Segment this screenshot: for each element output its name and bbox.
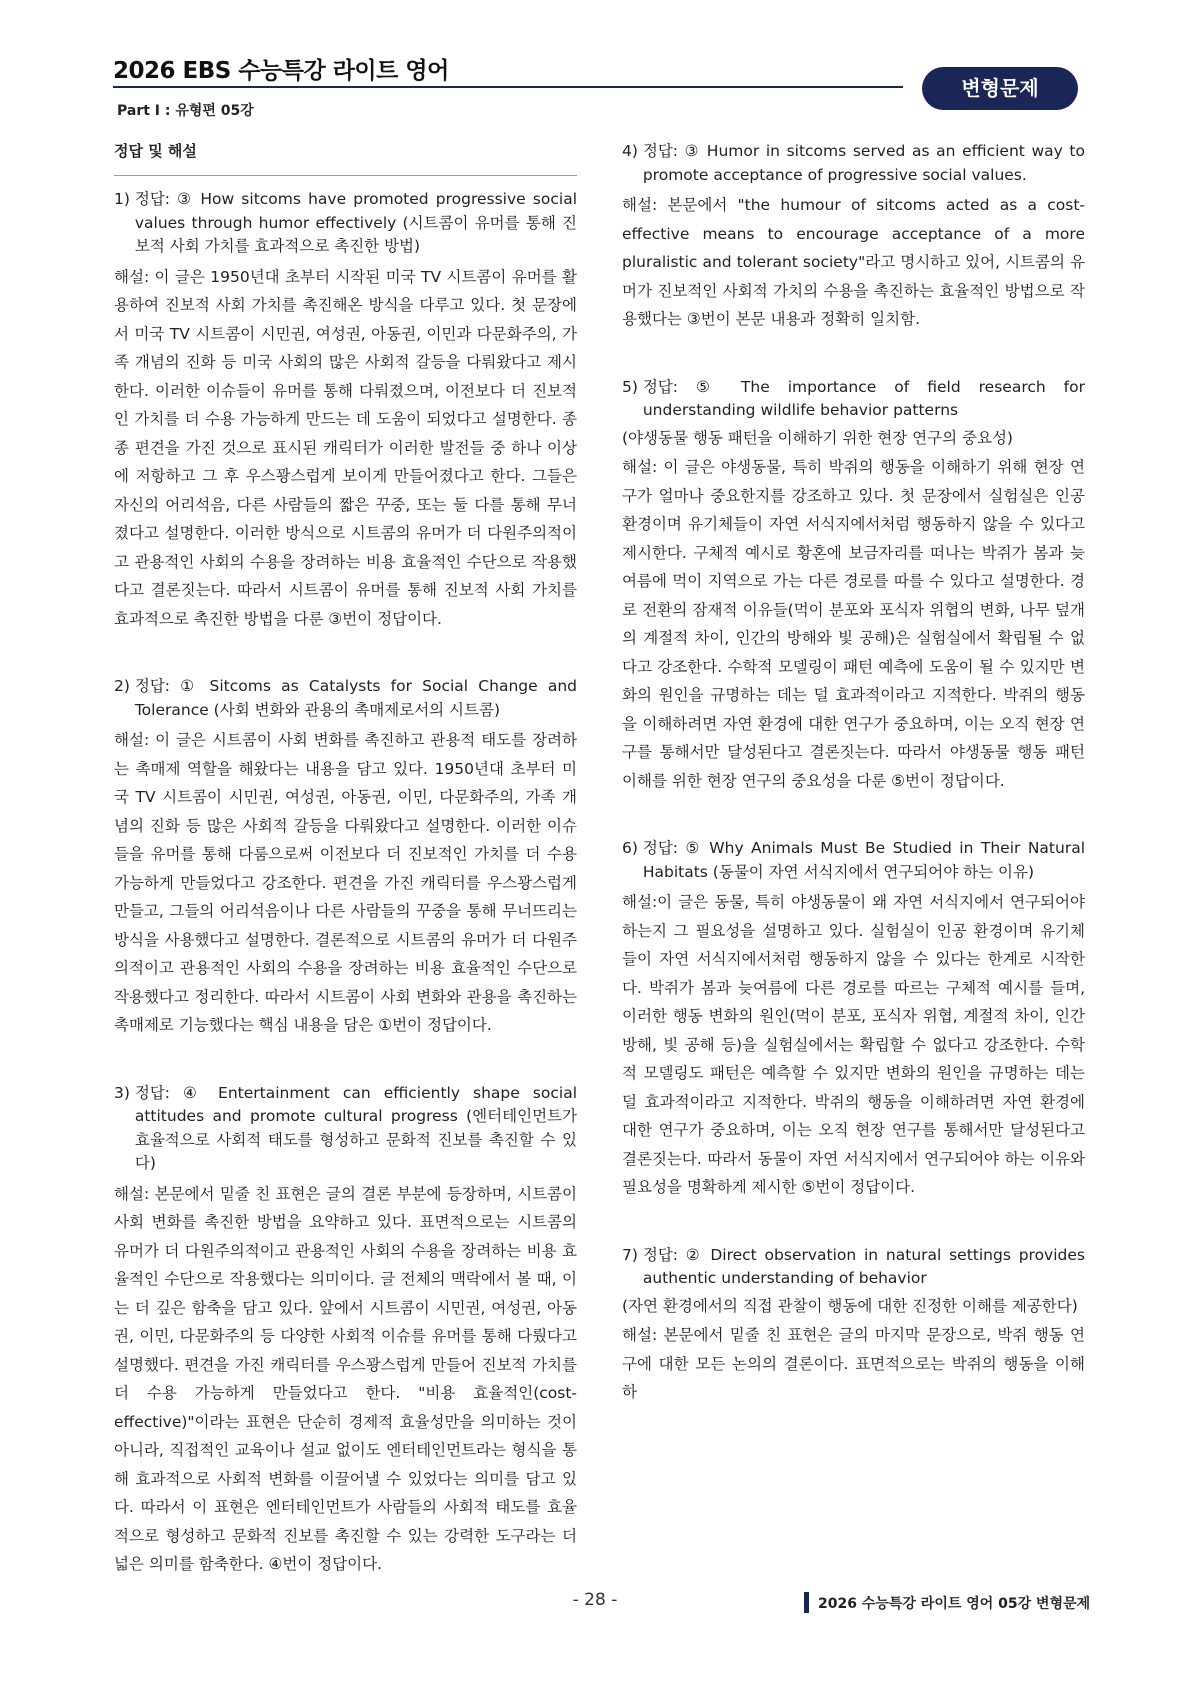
answer-translation: (야생동물 행동 패턴을 이해하기 위한 현장 연구의 중요성) [622,428,1013,447]
answer-line [622,837,1085,884]
answer-item-1 [114,188,577,633]
answer-line [622,140,1085,187]
part-subtitle: Part Ⅰ : 유형편 05강 [117,103,254,119]
answer-line [114,675,577,722]
page-number: - 28 - [572,1590,618,1610]
answer-text: 정답: ③ Humor in sitcoms served as an efficient way to promote acceptance of progressive social values. [642,142,1085,184]
item-number: 2) [114,677,135,695]
answer-item-7 [622,1244,1085,1407]
variant-badge: 변형문제 [922,67,1078,110]
item-number: 6) [622,839,643,857]
answer-text: 정답: ④ Entertainment can efficiently shape social attitudes and promote cultural progress (엔터테인먼트가 효율적으로 사회적 태도를 형성하고 문화적 진보를 촉진할 수 있다) [134,1083,577,1172]
item-number: 3) [114,1083,135,1102]
left-column [114,140,577,1579]
answer-text: 정답: ⑤ The importance of field research for understanding wildlife behavior patterns [642,377,1085,419]
answer-text: 정답: ⑤ Why Animals Must Be Studied in Their Natural Habitats (동물이 자연 서식지에서 연구되어야 하는 이유) [642,839,1085,881]
explanation-text: 해설: 이 글은 시트콤이 사회 변화를 촉진하고 관용적 태도를 장려하는 촉매제 역할을 해왔다는 내용을 담고 있다. 1950년대 초부터 미국 TV 시트콤이 시민권, 여성권, 아동권, 이민, 다문화주의, 가족 개념의 진화 등 많은 사회적 갈등을 다뤄왔다고 설명한다. 이러한 이슈들을 유머를 통해 다룸으로써 이전보다 더 진보적인 가치를 더 수용 가능하게 만들었다고 강조한다. 편견을 가진 캐릭터를 우스꽝스럽게 만들고, 그들의 어리석음이나 다른 사람들의 꾸중을 통해 무너뜨리는 방식을 사용했다고 설명한다. 결론적으로 시트콤의 유머가 더 다원주의적이고 관용적인 사회의 수용을 장려하는 비용 효율적인 수단으로 작용했다고 정리한다. 따라서 시트콤이 사회 변화와 관용을 촉진하는 촉매제로 기능했다는 핵심 내용을 담은 ①번이 정답이다. [114,731,577,1034]
explanation-text: 해설: 이 글은 야생동물, 특히 박쥐의 행동을 이해하기 위해 현장 연구가 얼마나 중요한지를 강조하고 있다. 첫 문장에서 실험실은 인공 환경이며 유기체들이 자연 서식지에서처럼 행동하지 않을 수 있다고 제시한다. 구체적 예시로 황혼에 보금자리를 떠나는 박쥐가 봄과 늦여름에 먹이 지역으로 가는 다른 경로를 따를 수 있다고 설명한다. 경로 전환의 잠재적 이유들(먹이 분포와 포식자 위협의 변화, 나무 덮개의 계절적 차이, 인간의 방해와 빛 공해)은 실험실에서 확립될 수 없다고 강조한다. 수학적 모델링이 패턴 예측에 도움이 될 수 있지만 변화의 원인을 규명하는 데는 덜 효과적이라고 지적한다. 박쥐의 행동을 이해하려면 자연 환경에 대한 연구가 중요하며, 이는 오직 현장 연구를 통해서만 달성된다고 결론짓는다. 따라서 야생동물 행동 패턴 이해를 위한 현장 연구의 중요성을 다룬 ⑤번이 정답이다. [622,458,1085,790]
answer-text: 정답: ① Sitcoms as Catalysts for Social Change and Tolerance (사회 변화와 관용의 촉매제로서의 시트콤) [134,677,577,719]
explanation-text: 해설:이 글은 동물, 특히 야생동물이 왜 자연 서식지에서 연구되어야 하는지 그 필요성을 설명하고 있다. 실험실이 인공 환경이며 유기체들이 자연 서식지에서처럼 행동하지 않을 수 있다는 한계로 시작한다. 박쥐가 봄과 늦여름에 다른 경로를 따르는 구체적 예시를 들며, 이러한 행동 변화의 원인(먹이 분포, 포식자 위협, 계절적 차이, 인간 방해, 빛 공해 등)을 실험실에서는 확립할 수 없다고 강조한다. 수학적 모델링도 패턴은 예측할 수 있지만 변화의 원인을 규명하는 데는 덜 효과적이라고 지적한다. 박쥐의 행동을 이해하려면 자연 환경에 대한 연구가 중요하며, 이는 오직 현장 연구를 통해서만 달성된다고 결론짓는다. 따라서 동물이 자연 서식지에서 연구되어야 하는 이유와 필요성을 명확하게 제시한 ⑤번이 정답이다. [622,893,1085,1196]
answer-line [114,188,577,259]
answer-text: 정답: ② Direct observation in natural settings provides authentic understanding of behavior [642,1245,1085,1287]
explanation-text: 해설: 본문에서 밑줄 친 표현은 글의 결론 부분에 등장하며, 시트콤이 사회 변화를 촉진한 방법을 요약하고 있다. 표면적으로는 시트콤의 유머가 더 다원주의적이고 관용적인 사회의 수용을 장려하는 비용 효율적인 수단으로 작용했다는 의미이다. 글 전체의 맥락에서 볼 때, 이는 더 깊은 함축을 담고 있다. 앞에서 시트콤이 시민권, 여성권, 아동권, 이민, 다문화주의 등 다양한 사회적 이슈를 유머를 통해 다뤘다고 설명했다. 편견을 가진 캐릭터를 우스꽝스럽게 만들어 진보적 가치를 더 수용 가능하게 만들었다고 한다. "비용 효율적인(cost-effective)"이라는 표현은 단순히 경제적 효율성만을 의미하는 것이 아니라, 직접적인 교육이나 설교 없이도 엔터테인먼트라는 형식을 통해 효과적으로 사회적 변화를 이끌어낼 수 있었다는 의미를 담고 있다. 따라서 이 표현은 엔터테인먼트가 사람들의 사회적 태도를 효율적으로 형성하고 문화적 진보를 촉진할 수 있는 강력한 도구라는 더 넓은 의미를 함축한다. ④번이 정답이다. [114,1184,577,1573]
answer-line [622,1244,1085,1291]
explanation-text: 해설: 본문에서 "the humour of sitcoms acted as a cost-effective means to encourage acceptance of a more pluralistic and tolerant society"라고 명시하고 있어, 시트콤의 유머가 진보적인 사회적 가치의 수용을 촉진하는 효율적인 방법으로 작용했다는 ③번이 본문 내용과 정확히 일치함. [622,196,1085,328]
footer-accent-bar [804,1592,809,1613]
answer-translation: (자연 환경에서의 직접 관찰이 행동에 대한 진정한 이해를 제공한다) [622,1296,1078,1315]
explanation-text: 해설: 본문에서 밑줄 친 표현은 글의 마지막 문장으로, 박쥐 행동 연구에 대한 모든 논의의 결론이다. 표면적으로는 박쥐의 행동을 이해하 [622,1326,1085,1401]
footer-label: 2026 수능특강 라이트 영어 05강 변형문제 [818,1596,1091,1612]
answer-item-6 [622,837,1085,1202]
item-number: 5) [622,377,643,396]
answer-item-5 [622,376,1085,796]
answer-item-4 [622,140,1085,334]
item-number: 7) [622,1245,643,1264]
section-title: 정답 및 해설 [114,142,197,160]
item-number: 4) [622,142,643,160]
answer-text: 정답: ③ How sitcoms have promoted progressive social values through humor effectively (시트콤이 유머를 통해 진보적 사회 가치를 효과적으로 촉진한 방법) [134,190,577,255]
item-number: 1) [114,190,135,208]
answer-item-3 [114,1082,577,1579]
answer-item-2 [114,675,577,1040]
section-divider [114,175,577,176]
answer-line [114,1082,577,1176]
right-column [622,140,1085,1407]
document-title: 2026 EBS 수능특강 라이트 영어 [113,58,449,84]
explanation-text: 해설: 이 글은 1950년대 초부터 시작된 미국 TV 시트콤이 유머를 활용하여 진보적 사회 가치를 촉진해온 방식을 다루고 있다. 첫 문장에서 미국 TV 시트콤이 시민권, 여성권, 아동권, 이민과 다문화주의, 가족 개념의 진화 등 미국 사회의 많은 사회적 갈등을 다뤄왔다고 제시한다. 이러한 이슈들이 유머를 통해 다뤄졌으며, 이전보다 더 진보적인 가치를 더 수용 가능하게 만드는 데 도움이 되었다고 설명한다. 종종 편견을 가진 것으로 표시된 캐릭터가 이러한 발전들 중 하나 이상에 저항하고 그 후 우스꽝스럽게 보이게 만들어졌다고 한다. 그들은 자신의 어리석음, 다른 사람들의 짧은 꾸중, 또는 둘 다를 통해 무너졌다고 설명한다. 이러한 방식으로 시트콤의 유머가 더 다원주의적이고 관용적인 사회의 수용을 장려하는 비용 효율적인 수단으로 작용했다고 결론짓는다. 따라서 시트콤이 유머를 통해 진보적 사회 가치를 효과적으로 촉진한 방법을 다룬 ③번이 정답이다. [114,267,577,628]
answer-line [622,376,1085,423]
title-underline [113,86,903,88]
